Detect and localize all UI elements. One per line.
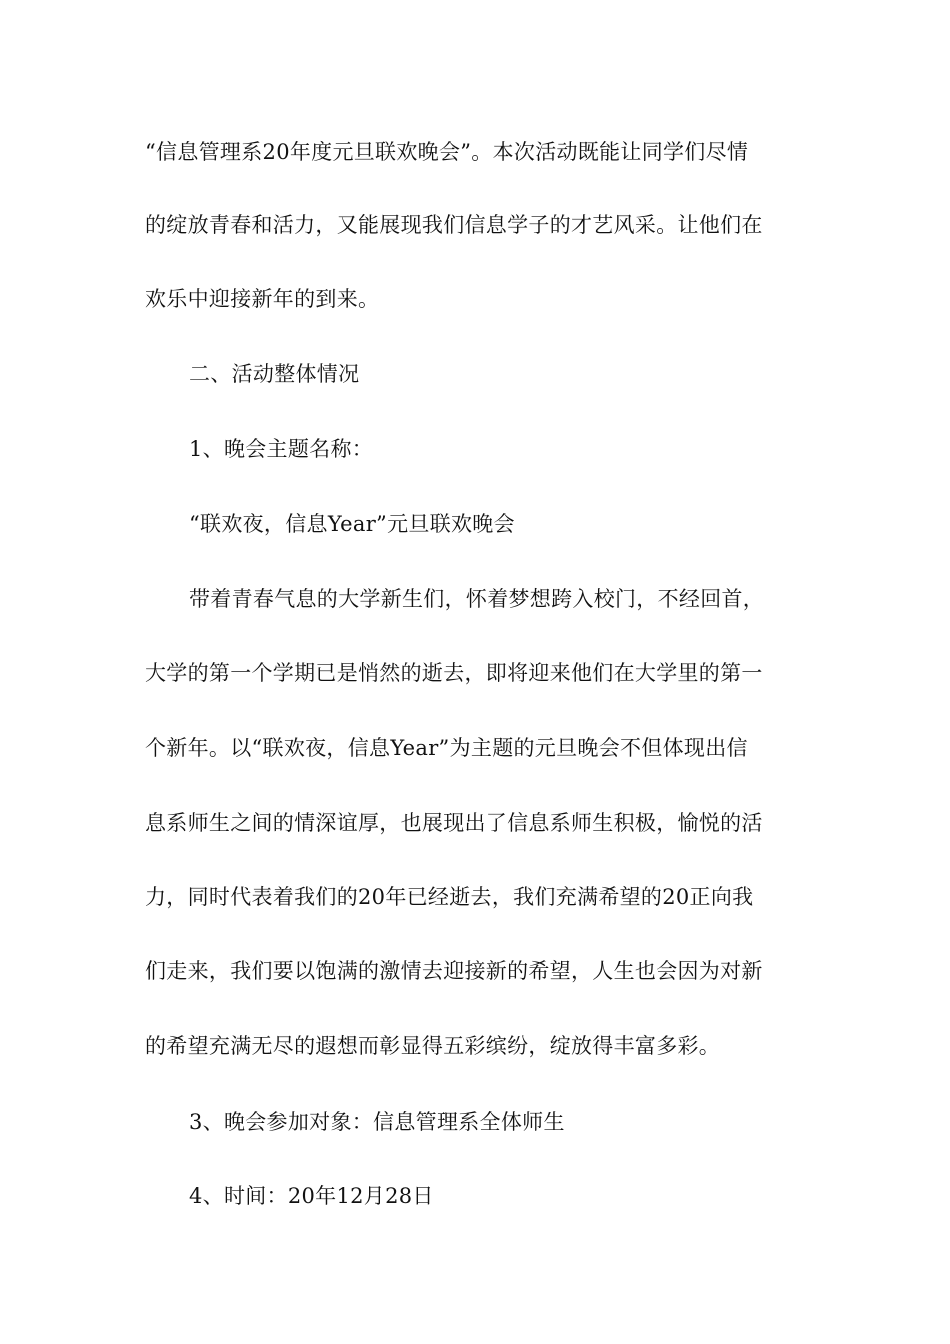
item-theme-name-label: 1、晚会主题名称：: [189, 437, 374, 461]
paragraph-intro-line-1: “信息管理系20年度元旦联欢晚会”。本次活动既能让同学们尽情: [145, 140, 749, 164]
paragraph-theme-line-6: 们走来，我们要以饱满的激情去迎接新的希望，人生也会因为对新: [145, 959, 763, 983]
item-participants: 3、晚会参加对象：信息管理系全体师生: [189, 1110, 565, 1134]
section-heading-overview: 二、活动整体情况: [189, 362, 360, 386]
paragraph-theme-line-1: 带着青春气息的大学新生们，怀着梦想跨入校门，不经回首，: [189, 587, 765, 611]
paragraph-theme-line-2: 大学的第一个学期已是悄然的逝去，即将迎来他们在大学里的第一: [145, 661, 763, 685]
paragraph-intro-line-3: 欢乐中迎接新年的到来。: [145, 287, 380, 311]
theme-title: “联欢夜，信息Year”元旦联欢晚会: [189, 512, 515, 536]
paragraph-theme-line-3: 个新年。以“联欢夜，信息Year”为主题的元旦晚会不但体现出信: [145, 736, 748, 760]
paragraph-theme-line-4: 息系师生之间的情深谊厚，也展现出了信息系师生积极，愉悦的活: [145, 811, 763, 835]
paragraph-intro-line-2: 的绽放青春和活力，又能展现我们信息学子的才艺风采。让他们在: [145, 213, 763, 237]
paragraph-theme-line-5: 力，同时代表着我们的20年已经逝去，我们充满希望的20正向我: [145, 885, 754, 909]
item-time: 4、时间：20年12月28日: [189, 1184, 434, 1208]
paragraph-theme-line-7: 的希望充满无尽的遐想而彰显得五彩缤纷，绽放得丰富多彩。: [145, 1034, 721, 1058]
